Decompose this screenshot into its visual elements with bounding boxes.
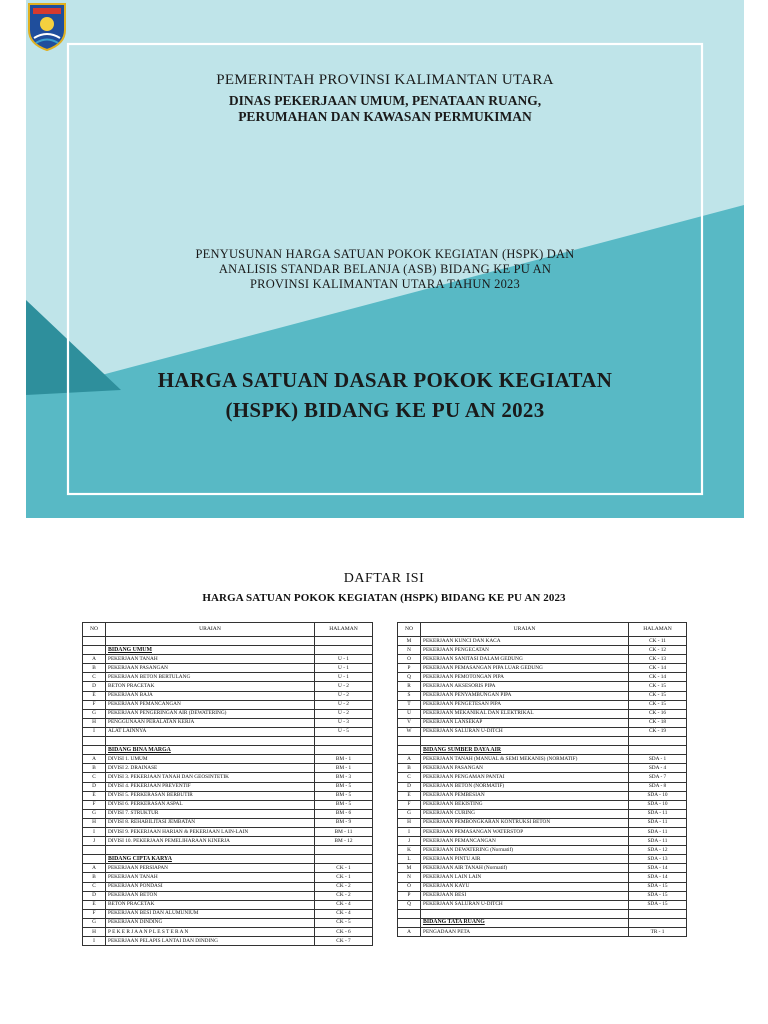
toc-no-cell: G xyxy=(398,809,421,818)
header-halaman: HALAMAN xyxy=(315,623,373,637)
toc-no-cell xyxy=(83,646,106,655)
toc-no-cell: B xyxy=(398,764,421,773)
header-no: NO xyxy=(398,623,421,637)
toc-no-cell: J xyxy=(83,837,106,846)
toc-page-cell: U - 2 xyxy=(315,700,373,709)
toc-row xyxy=(83,900,373,909)
toc-no-cell xyxy=(398,746,421,755)
toc-row xyxy=(398,700,687,709)
toc-row xyxy=(398,646,687,655)
toc-desc-cell: PEKERJAAN PINTU AIR xyxy=(421,855,629,864)
toc-page-cell: BM - 1 xyxy=(315,755,373,764)
toc-no-cell: E xyxy=(83,691,106,700)
toc-row xyxy=(398,664,687,673)
toc-page-cell: U - 1 xyxy=(315,664,373,673)
toc-row xyxy=(83,918,373,927)
toc-desc-cell: PEKERJAAN PENGAMAN PANTAI xyxy=(421,773,629,782)
toc-desc-cell: PEKERJAAN PEMASANGAN WATERSTOP xyxy=(421,827,629,836)
toc-desc-cell: PEKERJAAN BESI xyxy=(421,891,629,900)
toc-page-cell: U - 2 xyxy=(315,709,373,718)
toc-row xyxy=(83,827,373,836)
toc-no-cell: C xyxy=(398,773,421,782)
toc-no-cell: H xyxy=(83,718,106,727)
toc-row xyxy=(83,937,373,946)
toc-no-cell: H xyxy=(398,818,421,827)
toc-desc-cell: PEKERJAAN BETON BERTULANG xyxy=(106,673,315,682)
toc-page-cell: SDA - 8 xyxy=(629,782,687,791)
toc-no-cell: P xyxy=(398,891,421,900)
toc-page-cell: U - 2 xyxy=(315,691,373,700)
toc-desc-cell: PEKERJAAN SALURAN U-DITCH xyxy=(421,900,629,909)
toc-desc-cell: PEKERJAAN BESI DAN ALUMUNIUM xyxy=(106,909,315,918)
toc-row xyxy=(83,773,373,782)
toc-page-cell: SDA - 13 xyxy=(629,855,687,864)
toc-desc-cell: PEKERJAAN TANAH xyxy=(106,655,315,664)
toc-table-right xyxy=(397,622,687,937)
toc-desc-cell: PENGADAAN PETA xyxy=(421,928,629,937)
toc-desc-cell: PEKERJAAN PASANGAN xyxy=(106,664,315,673)
toc-title: DAFTAR ISI xyxy=(343,571,425,586)
toc-no-cell: H xyxy=(83,928,106,937)
toc-desc-cell: PEKERJAAN PEMANCANGAN xyxy=(421,837,629,846)
toc-blank-row xyxy=(83,737,373,746)
toc-no-cell: B xyxy=(83,764,106,773)
toc-no-cell: W xyxy=(398,727,421,736)
toc-no-cell: B xyxy=(83,873,106,882)
toc-row xyxy=(398,818,687,827)
toc-row xyxy=(83,691,373,700)
toc-desc-cell: PEKERJAAN PENGETESAN PIPA xyxy=(421,700,629,709)
toc-page-cell xyxy=(315,646,373,655)
toc-page-cell: CK - 15 xyxy=(629,682,687,691)
toc-no-cell: D xyxy=(83,782,106,791)
toc-page-cell: SDA - 14 xyxy=(629,873,687,882)
toc-desc-cell xyxy=(106,737,315,746)
toc-page-cell: CK - 13 xyxy=(629,655,687,664)
toc-row xyxy=(398,755,687,764)
header-uraian: URAIAN xyxy=(421,623,629,637)
toc-page-cell: BM - 1 xyxy=(315,764,373,773)
toc-desc-cell: PEKERJAAN PENGECATAN xyxy=(421,646,629,655)
toc-desc-cell: PEKERJAAN PENGERINGAN AIR (DEWATERING) xyxy=(106,709,315,718)
toc-row xyxy=(83,928,373,937)
toc-page-cell: SDA - 11 xyxy=(629,818,687,827)
toc-section-row xyxy=(398,746,687,755)
toc-page-cell: BM - 3 xyxy=(315,773,373,782)
toc-page-cell: CK - 4 xyxy=(315,909,373,918)
toc-page-cell: CK - 15 xyxy=(629,691,687,700)
toc-no-cell: C xyxy=(83,773,106,782)
toc-row xyxy=(398,864,687,873)
toc-desc-cell: PEKERJAAN PEMANCANGAN xyxy=(106,700,315,709)
toc-page-cell: CK - 2 xyxy=(315,891,373,900)
upper-light-band xyxy=(26,0,744,395)
toc-no-cell: G xyxy=(83,709,106,718)
toc-desc-cell: PEKERJAAN BETON (NORMATIF) xyxy=(421,782,629,791)
toc-desc-cell: PEKERJAAN LANSEKAP xyxy=(421,718,629,727)
toc-row xyxy=(398,727,687,736)
toc-desc-cell: PEKERJAAN DEWATERING (Normatif) xyxy=(421,846,629,855)
toc-page-cell xyxy=(315,855,373,864)
toc-blank-row xyxy=(398,909,687,918)
toc-page-cell: CK - 12 xyxy=(629,646,687,655)
toc-desc-cell: PEKERJAAN LAIN LAIN xyxy=(421,873,629,882)
toc-page-cell xyxy=(629,746,687,755)
toc-row xyxy=(83,837,373,846)
toc-header-row xyxy=(83,623,373,637)
toc-no-cell: D xyxy=(83,891,106,900)
subtitle-line2: ANALISIS STANDAR BELANJA (ASB) BIDANG KE PU AN xyxy=(218,262,552,276)
toc-no-cell: J xyxy=(398,837,421,846)
toc-desc-cell: ALAT LAINNYA xyxy=(106,727,315,736)
toc-page-cell: U - 5 xyxy=(315,727,373,736)
toc-no-cell: F xyxy=(83,700,106,709)
toc-row xyxy=(398,928,687,937)
toc-desc-cell: DIVISI 2. DRAINASE xyxy=(106,764,315,773)
toc-section-row xyxy=(83,855,373,864)
toc-desc-cell: BIDANG TATA RUANG xyxy=(421,918,629,927)
department-name-line2: PERUMAHAN DAN KAWASAN PERMUKIMAN xyxy=(238,109,532,124)
toc-desc-cell: PEKERJAAN BETON xyxy=(106,891,315,900)
toc-no-cell: I xyxy=(83,937,106,946)
toc-no-cell xyxy=(83,737,106,746)
toc-page-cell xyxy=(315,737,373,746)
toc-no-cell: E xyxy=(83,791,106,800)
toc-desc-cell: PEKERJAAN BEKISTING xyxy=(421,800,629,809)
toc-no-cell: U xyxy=(398,709,421,718)
toc-row xyxy=(398,846,687,855)
toc-desc-cell: BETON PRACETAK xyxy=(106,900,315,909)
toc-row xyxy=(83,818,373,827)
toc-desc-cell: PEKERJAAN AIR TANAH (Normatif) xyxy=(421,864,629,873)
toc-page-cell: SDA - 11 xyxy=(629,809,687,818)
toc-page-cell xyxy=(315,637,373,646)
toc-row xyxy=(83,891,373,900)
subtitle-line3: PROVINSI KALIMANTAN UTARA TAHUN 2023 xyxy=(250,277,520,291)
toc-page-cell: SDA - 1 xyxy=(629,755,687,764)
toc-row xyxy=(398,764,687,773)
toc-desc-cell: DIVISI 4. PEKERJAAN PREVENTIF xyxy=(106,782,315,791)
toc-no-cell: R xyxy=(398,682,421,691)
toc-page-cell: CK - 16 xyxy=(629,709,687,718)
header-no: NO xyxy=(83,623,106,637)
toc-desc-cell: PEKERJAAN PERSIAPAN xyxy=(106,864,315,873)
toc-header-row xyxy=(398,623,687,637)
toc-no-cell: A xyxy=(398,755,421,764)
toc-desc-cell: BETON PRACETAK xyxy=(106,682,315,691)
toc-page-cell: SDA - 15 xyxy=(629,882,687,891)
toc-no-cell: F xyxy=(83,909,106,918)
toc-page-cell: BM - 6 xyxy=(315,809,373,818)
toc-desc-cell: BIDANG SUMBER DAYA AIR xyxy=(421,746,629,755)
toc-page-cell: BM - 11 xyxy=(315,827,373,836)
toc-page-cell: U - 1 xyxy=(315,673,373,682)
toc-no-cell: Q xyxy=(398,673,421,682)
toc-row xyxy=(398,673,687,682)
toc-no-cell xyxy=(83,746,106,755)
toc-row xyxy=(398,637,687,646)
toc-no-cell: G xyxy=(83,809,106,818)
toc-page-cell: BM - 9 xyxy=(315,818,373,827)
toc-no-cell: E xyxy=(83,900,106,909)
toc-row xyxy=(83,782,373,791)
toc-desc-cell: DIVISI 3. PEKERJAAN TANAH DAN GEOSINTETIK xyxy=(106,773,315,782)
toc-no-cell: S xyxy=(398,691,421,700)
toc-no-cell: A xyxy=(398,928,421,937)
toc-no-cell xyxy=(83,855,106,864)
toc-row xyxy=(83,700,373,709)
toc-row xyxy=(398,655,687,664)
toc-row xyxy=(398,882,687,891)
toc-desc-cell xyxy=(421,737,629,746)
toc-row xyxy=(398,691,687,700)
toc-row xyxy=(83,682,373,691)
toc-desc-cell: DIVISI 1. UMUM xyxy=(106,755,315,764)
toc-row xyxy=(83,764,373,773)
header-uraian: URAIAN xyxy=(106,623,315,637)
toc-page-cell: CK - 7 xyxy=(315,937,373,946)
toc-page-cell: SDA - 10 xyxy=(629,800,687,809)
toc-page-cell: CK - 19 xyxy=(629,727,687,736)
toc-desc-cell: DIVISI 6. PERKERASAN ASPAL xyxy=(106,800,315,809)
toc-page-cell xyxy=(315,846,373,855)
toc-no-cell: O xyxy=(398,655,421,664)
toc-no-cell: B xyxy=(83,664,106,673)
toc-row xyxy=(83,809,373,818)
toc-desc-cell: BIDANG UMUM xyxy=(106,646,315,655)
toc-subtitle: HARGA SATUAN POKOK KEGIATAN (HSPK) BIDANG KE PU AN 2023 xyxy=(202,592,566,604)
toc-desc-cell: DIVISI 8. REHABILITASI JEMBATAN xyxy=(106,818,315,827)
toc-no-cell: T xyxy=(398,700,421,709)
toc-page-cell: BM - 5 xyxy=(315,800,373,809)
toc-no-cell: M xyxy=(398,864,421,873)
toc-desc-cell: BIDANG BINA MARGA xyxy=(106,746,315,755)
toc-desc-cell xyxy=(421,909,629,918)
toc-desc-cell: PEKERJAAN PENYAMBUNGAN PIPA xyxy=(421,691,629,700)
toc-row xyxy=(83,755,373,764)
toc-row xyxy=(398,827,687,836)
toc-desc-cell: PEKERJAAN SALURAN U-DITCH xyxy=(421,727,629,736)
toc-page-cell: CK - 1 xyxy=(315,873,373,882)
toc-page-cell: SDA - 7 xyxy=(629,773,687,782)
toc-page-cell: CK - 4 xyxy=(315,900,373,909)
toc-page-cell: TR - 1 xyxy=(629,928,687,937)
toc-row xyxy=(398,891,687,900)
toc-no-cell: P xyxy=(398,664,421,673)
toc-row xyxy=(83,873,373,882)
toc-no-cell: I xyxy=(83,827,106,836)
toc-desc-cell: PEKERJAAN DINDING xyxy=(106,918,315,927)
toc-page-cell: U - 1 xyxy=(315,655,373,664)
toc-no-cell: I xyxy=(83,727,106,736)
toc-row xyxy=(83,718,373,727)
toc-row xyxy=(398,800,687,809)
toc-no-cell: A xyxy=(83,864,106,873)
toc-page-cell: CK - 14 xyxy=(629,664,687,673)
toc-desc-cell: PEKERJAAN PEMBESIAN xyxy=(421,791,629,800)
toc-page-cell: SDA - 12 xyxy=(629,846,687,855)
toc-page-cell: CK - 1 xyxy=(315,864,373,873)
toc-desc-cell: PEKERJAAN AKSESORIS PIPA xyxy=(421,682,629,691)
toc-no-cell: N xyxy=(398,873,421,882)
toc-page-cell: BM - 5 xyxy=(315,791,373,800)
toc-row xyxy=(83,882,373,891)
toc-no-cell: C xyxy=(83,882,106,891)
toc-desc-cell: PEKERJAAN CURING xyxy=(421,809,629,818)
toc-page-cell xyxy=(629,918,687,927)
toc-page-cell: SDA - 10 xyxy=(629,791,687,800)
toc-desc-cell: PEKERJAAN MEKANIKAL DAN ELEKTRIKAL xyxy=(421,709,629,718)
toc-no-cell: Q xyxy=(398,900,421,909)
toc-page-cell: SDA - 11 xyxy=(629,837,687,846)
toc-desc-cell: PEKERJAAN SANITASI DALAM GEDUNG xyxy=(421,655,629,664)
toc-page-cell: CK - 18 xyxy=(629,718,687,727)
toc-no-cell: N xyxy=(398,646,421,655)
province-emblem-icon xyxy=(26,0,68,52)
toc-no-cell: H xyxy=(83,818,106,827)
toc-blank-row xyxy=(83,637,373,646)
toc-row xyxy=(83,727,373,736)
toc-row xyxy=(398,873,687,882)
toc-no-cell: O xyxy=(398,882,421,891)
toc-row xyxy=(398,782,687,791)
toc-desc-cell: PEKERJAAN TANAH (MANUAL & SEMI MEKANIS) (NORMATIF) xyxy=(421,755,629,764)
toc-row xyxy=(83,791,373,800)
main-title-line1: HARGA SATUAN DASAR POKOK KEGIATAN xyxy=(157,368,613,392)
toc-desc-cell: DIVISI 7. STRUKTUR xyxy=(106,809,315,818)
toc-no-cell: A xyxy=(83,755,106,764)
toc-page-cell: SDA - 15 xyxy=(629,891,687,900)
toc-row xyxy=(398,855,687,864)
toc-desc-cell: PEKERJAAN KUNCI DAN KACA xyxy=(421,637,629,646)
toc-row xyxy=(83,664,373,673)
toc-page-cell xyxy=(315,746,373,755)
toc-row xyxy=(398,809,687,818)
toc-row xyxy=(398,837,687,846)
toc-page-cell: CK - 11 xyxy=(629,637,687,646)
toc-section-row xyxy=(83,646,373,655)
toc-section-row xyxy=(83,746,373,755)
toc-no-cell: C xyxy=(83,673,106,682)
toc-table-left xyxy=(82,622,373,946)
toc-row xyxy=(83,909,373,918)
toc-no-cell: G xyxy=(83,918,106,927)
toc-no-cell: E xyxy=(398,791,421,800)
toc-page-cell: SDA - 14 xyxy=(629,864,687,873)
toc-no-cell: L xyxy=(398,855,421,864)
toc-page-cell: CK - 5 xyxy=(315,918,373,927)
toc-page-cell: SDA - 15 xyxy=(629,900,687,909)
toc-page-cell: CK - 2 xyxy=(315,882,373,891)
toc-no-cell: D xyxy=(83,682,106,691)
main-title-line2: (HSPK) BIDANG KE PU AN 2023 xyxy=(225,398,545,422)
toc-desc-cell: PEKERJAAN PEMOTONGAN PIPA xyxy=(421,673,629,682)
toc-page-cell: SDA - 4 xyxy=(629,764,687,773)
cover-page xyxy=(26,0,744,518)
toc-no-cell: F xyxy=(83,800,106,809)
toc-row xyxy=(83,709,373,718)
toc-row xyxy=(83,673,373,682)
toc-row xyxy=(398,682,687,691)
toc-no-cell xyxy=(398,918,421,927)
toc-no-cell: K xyxy=(398,846,421,855)
toc-no-cell: V xyxy=(398,718,421,727)
toc-page-cell: BM - 12 xyxy=(315,837,373,846)
department-name-line1: DINAS PEKERJAAN UMUM, PENATAAN RUANG, xyxy=(228,93,542,108)
toc-desc-cell: PEKERJAAN BAJA xyxy=(106,691,315,700)
toc-desc-cell: PEKERJAAN PEMBONGKARAN KONTRUKSI BETON xyxy=(421,818,629,827)
toc-blank-row xyxy=(83,846,373,855)
toc-desc-cell: P E K E R J A A N P L E S T E R A N xyxy=(106,928,315,937)
toc-section-row xyxy=(398,918,687,927)
toc-row xyxy=(398,773,687,782)
toc-desc-cell: PEKERJAAN PEMASANGAN PIPA LUAR GEDUNG xyxy=(421,664,629,673)
toc-page-cell: BM - 5 xyxy=(315,782,373,791)
toc-no-cell: D xyxy=(398,782,421,791)
toc-desc-cell xyxy=(106,846,315,855)
toc-page-cell: CK - 6 xyxy=(315,928,373,937)
toc-desc-cell: PENGGUNAAN PERALATAN KERJA xyxy=(106,718,315,727)
toc-desc-cell: DIVISI 9. PEKERJAAN HARIAN & PEKERJAAN LAIN-LAIN xyxy=(106,827,315,836)
toc-blank-row xyxy=(398,737,687,746)
toc-no-cell: M xyxy=(398,637,421,646)
toc-desc-cell: PEKERJAAN KAYU xyxy=(421,882,629,891)
toc-desc-cell: BIDANG CIPTA KARYA xyxy=(106,855,315,864)
subtitle-line1: PENYUSUNAN HARGA SATUAN POKOK KEGIATAN (HSPK) DAN xyxy=(195,247,575,261)
toc-row xyxy=(398,791,687,800)
toc-no-cell xyxy=(83,637,106,646)
toc-no-cell: A xyxy=(83,655,106,664)
toc-no-cell xyxy=(398,737,421,746)
toc-desc-cell: DIVISI 5. PERKERASAN BERBUTIR xyxy=(106,791,315,800)
toc-row xyxy=(83,655,373,664)
toc-desc-cell: PEKERJAAN TANAH xyxy=(106,873,315,882)
toc-page-cell xyxy=(629,909,687,918)
government-name: PEMERINTAH PROVINSI KALIMANTAN UTARA xyxy=(216,72,554,88)
toc-desc-cell: PEKERJAAN PONDASI xyxy=(106,882,315,891)
toc-row xyxy=(83,800,373,809)
toc-desc-cell: PEKERJAAN PASANGAN xyxy=(421,764,629,773)
toc-row xyxy=(398,718,687,727)
toc-no-cell xyxy=(398,909,421,918)
toc-page-cell: U - 2 xyxy=(315,682,373,691)
toc-page-cell xyxy=(629,737,687,746)
toc-desc-cell: PEKERJAAN PELAPIS LANTAI DAN DINDING xyxy=(106,937,315,946)
toc-page-cell: CK - 14 xyxy=(629,673,687,682)
toc-page-cell: CK - 15 xyxy=(629,700,687,709)
toc-no-cell: F xyxy=(398,800,421,809)
toc-desc-cell: DIVISI 10. PEKERJAAN PEMELIHARAAN KINERJA xyxy=(106,837,315,846)
toc-no-cell: I xyxy=(398,827,421,836)
toc-page-cell: U - 3 xyxy=(315,718,373,727)
toc-page-cell: SDA - 11 xyxy=(629,827,687,836)
toc-row xyxy=(83,864,373,873)
header-halaman: HALAMAN xyxy=(629,623,687,637)
toc-row xyxy=(398,900,687,909)
toc-row xyxy=(398,709,687,718)
toc-desc-cell xyxy=(106,637,315,646)
toc-no-cell xyxy=(83,846,106,855)
